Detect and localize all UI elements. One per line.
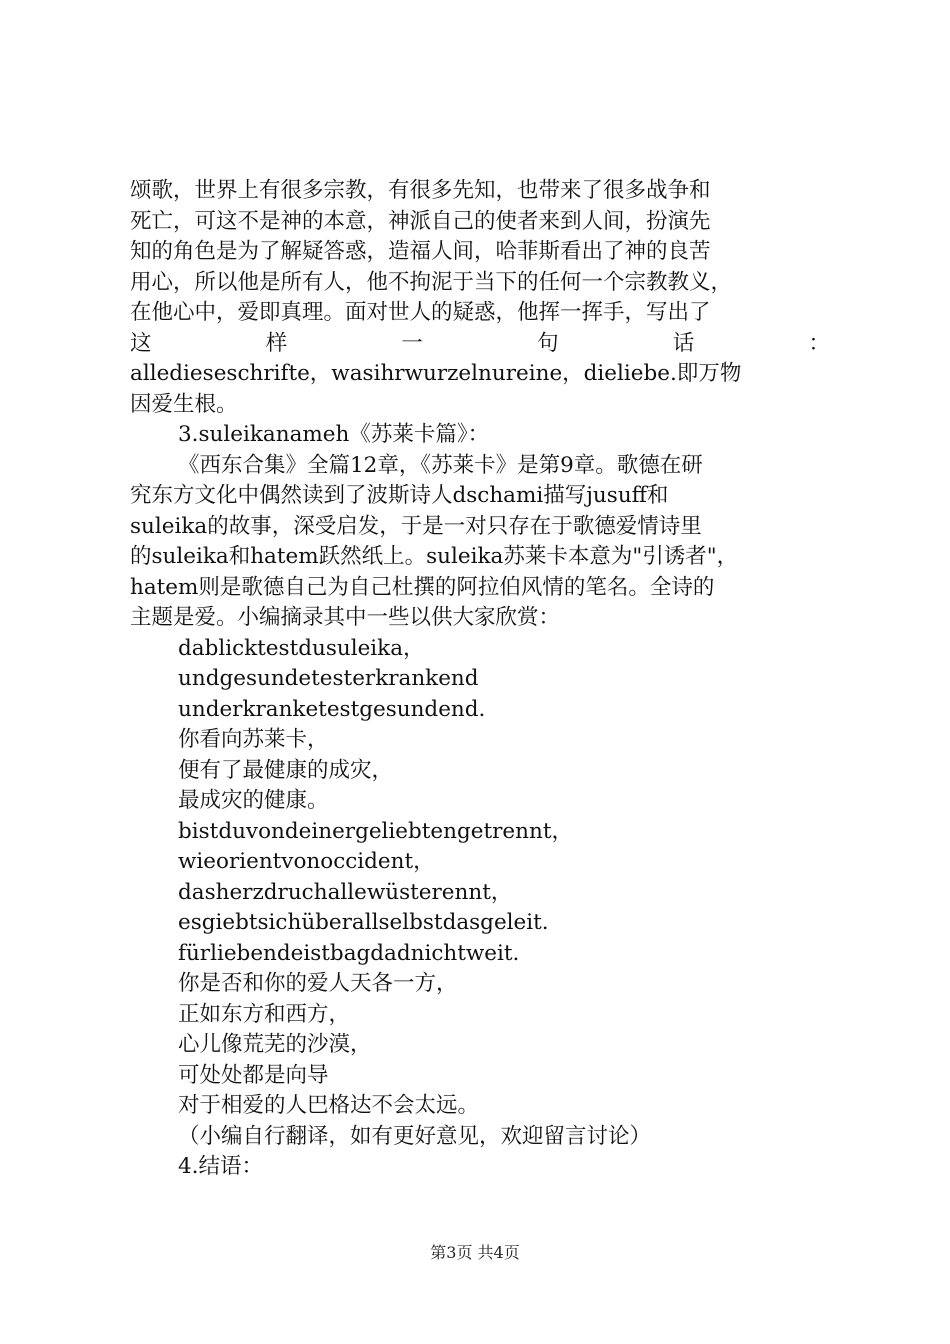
- poem-line: fürliebendeistbagdadnichtweit.: [178, 940, 520, 966]
- text-line: 用心，所以他是所有人，他不拘泥于当下的任何一个宗教教义，: [130, 269, 733, 295]
- text-line: hatem则是歌德自己为自己杜撰的阿拉伯风情的笔名。全诗的: [130, 574, 715, 600]
- poem-line: dablicktestdusuleika，: [178, 635, 425, 661]
- poem-line: 正如东方和西方，: [178, 1001, 351, 1027]
- text-line: 究东方文化中偶然读到了波斯诗人dschami描写jusuff和: [130, 483, 669, 508]
- spread-char: 样: [265, 330, 288, 356]
- poem-line: 可处处都是向导: [178, 1062, 329, 1088]
- text-line: 的suleika和hatem跃然纸上。suleika苏莱卡本意为"引诱者"，: [130, 544, 739, 569]
- text-line: 知的角色是为了解疑答惑，造福人间，哈菲斯看出了神的良苦: [130, 239, 711, 264]
- poem-line: 你看向苏莱卡，: [178, 727, 329, 752]
- text-line: alledieseschrifte，wasihrwurzelnureine，dieliebe.即万物: [130, 361, 742, 386]
- section-heading: 4.结语：: [178, 1154, 264, 1179]
- text-line: 颂歌，世界上有很多宗教，有很多先知，也带来了很多战争和: [130, 178, 711, 203]
- page-footer: 第3页 共4页: [430, 1243, 520, 1262]
- spread-char: 这: [130, 330, 152, 356]
- poem-line: 对于相爱的人巴格达不会太远。: [178, 1093, 480, 1118]
- poem-line: 便有了最健康的成灾，: [178, 757, 394, 783]
- text-line: 《西东合集》全篇12章，《苏莱卡》是第9章。歌德在研: [178, 452, 703, 478]
- document-body: [130, 176, 830, 1183]
- paragraph-suleika: [130, 451, 830, 634]
- text-line: 主题是爱。小编摘录其中一些以供大家欣赏：: [130, 605, 561, 630]
- spread-char: 话: [672, 330, 695, 356]
- poem-line: wieorientvonoccident，: [178, 849, 435, 874]
- section-heading: 3.suleikanameh《苏莱卡篇》：: [178, 422, 490, 447]
- poem-line: undgesundetesterkrankend: [178, 666, 479, 691]
- text-line: 死亡，可这不是神的本意，神派自己的使者来到人间，扮演先: [130, 208, 711, 234]
- poem-line: underkranketestgesundend.: [178, 696, 486, 722]
- text-line: 因爱生根。: [130, 391, 238, 417]
- poem-line: esgiebtsichüberallselbstdasgeleit.: [178, 910, 549, 935]
- spread-char: ：: [808, 330, 830, 356]
- poem-line: 最成灾的健康。: [178, 788, 329, 813]
- paragraph-hafez: [130, 176, 830, 420]
- spread-char: 句: [537, 330, 559, 356]
- poem-line: 心儿像荒芜的沙漠，: [178, 1032, 372, 1057]
- translator-note: （小编自行翻译，如有更好意见，欢迎留言讨论）: [178, 1123, 652, 1149]
- poem-line: bistduvondeinergeliebtengetrennt，: [178, 818, 573, 844]
- justified-line: [130, 329, 830, 360]
- poem-excerpt: [130, 634, 830, 1153]
- poem-line: 你是否和你的爱人天各一方，: [178, 971, 458, 996]
- text-line: suleika的故事，深受启发，于是一对只存在于歌德爱情诗里: [130, 513, 702, 539]
- spread-char: 一: [401, 330, 423, 356]
- text-line: 在他心中，爱即真理。面对世人的疑惑，他挥一挥手，写出了: [130, 300, 711, 325]
- poem-line: dasherzdruchallewüsterennt，: [178, 879, 513, 905]
